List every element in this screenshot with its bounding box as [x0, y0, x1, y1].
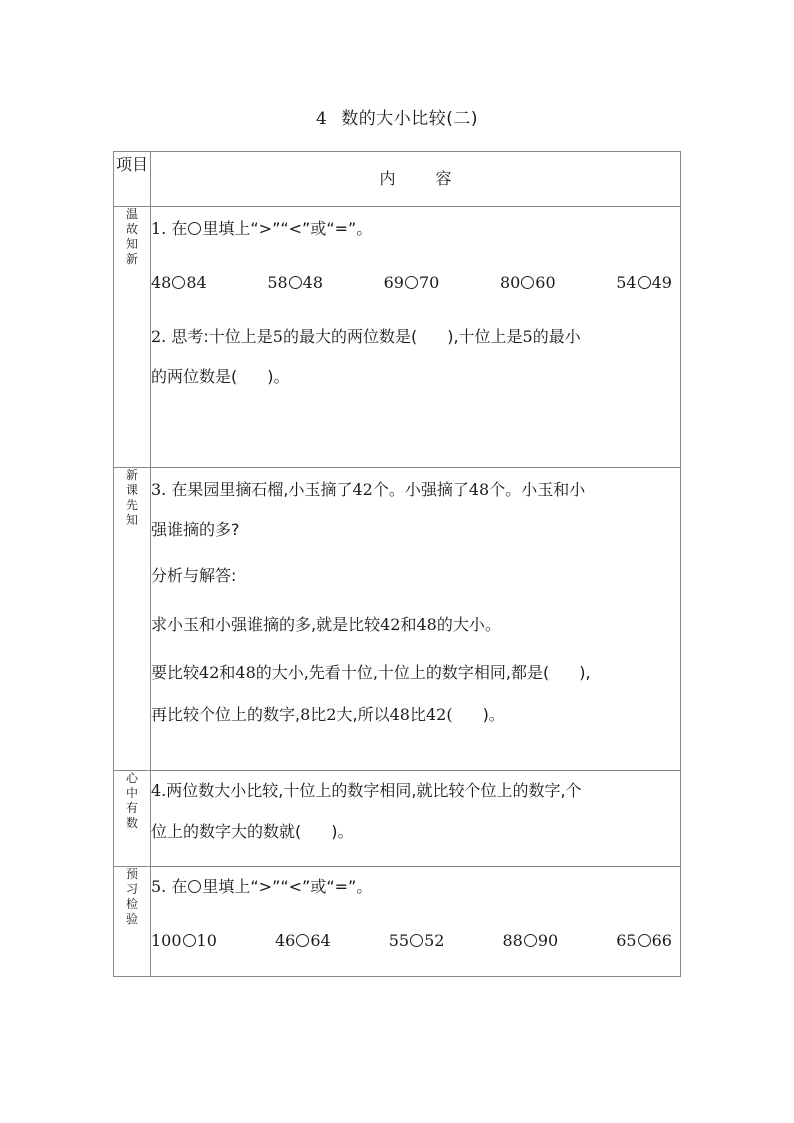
circle-icon [183, 934, 196, 947]
preview-section [114, 867, 681, 977]
circle-icon [638, 934, 651, 947]
analysis-text: 的大小。 [436, 615, 501, 634]
comparison-item[interactable] [275, 931, 331, 951]
summary-section [114, 771, 681, 867]
question-1-text-a: 在 [171, 219, 188, 238]
analysis-heading: 分析与解答: [151, 566, 237, 585]
worksheet-table [113, 151, 681, 977]
comparison-left: 88 [502, 931, 523, 950]
question-2-text: 的最小 [532, 327, 581, 346]
analysis-num: 48 [416, 615, 437, 634]
analysis-text: 和 [400, 615, 417, 634]
question-2-number: 2. [151, 327, 167, 346]
comparison-left: 69 [383, 273, 404, 292]
question-4-text: 位上的数字大的数就( [151, 822, 302, 841]
question-2-text: ),十位上是 [447, 327, 523, 346]
analysis-num: 2 [326, 705, 337, 724]
question-4-text: 两位数大小比较,十位上的数字相同,就比较个位上的数字,个 [166, 781, 582, 800]
question-3-num: 48 [468, 480, 490, 499]
question-5-comparisons [151, 931, 680, 951]
question-2-text: 思考:十位上是 [171, 327, 273, 346]
comparison-left: 55 [388, 931, 410, 950]
comparison-item[interactable] [616, 931, 672, 951]
circle-icon [289, 276, 302, 289]
comparison-right: 70 [418, 273, 440, 292]
lesson-title: 数的大小比较(二) [341, 109, 479, 129]
question-3-text: 个。小强摘了 [372, 480, 469, 499]
analysis-num: 42( [425, 705, 453, 724]
comparison-item[interactable] [616, 273, 672, 293]
circle-icon [638, 276, 651, 289]
question-1-number: 1. [151, 219, 167, 238]
question-5 [151, 877, 680, 897]
circle-icon [410, 934, 423, 947]
lesson-number: 4 [315, 109, 328, 129]
circle-icon [188, 222, 201, 235]
comparison-right: 60 [535, 273, 556, 292]
page-title [0, 104, 794, 129]
analysis-text: 比 [409, 705, 426, 724]
preview-content [151, 867, 681, 977]
analysis-num: 48 [235, 663, 256, 682]
question-3-num: 42 [352, 480, 373, 499]
comparison-right: 49 [651, 273, 672, 292]
comparison-item[interactable] [151, 931, 217, 951]
comparison-right: 90 [537, 931, 559, 950]
comparison-item[interactable] [151, 273, 207, 293]
comparison-right: 52 [424, 931, 445, 950]
comparison-left: 100 [151, 931, 182, 950]
comparison-left: 48 [151, 273, 172, 292]
newlesson-label: 新课先知 [126, 468, 139, 527]
comparison-right: 84 [186, 273, 207, 292]
summary-content [151, 771, 681, 867]
question-5-text-b: 里填上“>”“<”或“=”。 [202, 877, 373, 896]
analysis-text: ), [579, 663, 591, 682]
analysis-line-2 [151, 663, 680, 683]
comparison-item[interactable] [267, 273, 323, 293]
review-side [114, 207, 151, 468]
question-4-text: )。 [331, 822, 354, 841]
question-3-text: 个。小玉和小 [489, 480, 586, 499]
header-item-label: 项目 [114, 152, 151, 207]
question-4-line-1 [151, 781, 680, 801]
comparison-right: 64 [310, 931, 331, 950]
comparison-item[interactable] [500, 273, 556, 293]
analysis-text: 要比较 [151, 663, 200, 682]
comparison-right: 66 [651, 931, 672, 950]
question-3-number: 3. [151, 480, 167, 499]
analysis-num: 42 [199, 663, 220, 682]
comparison-right: 48 [302, 273, 324, 292]
circle-icon [296, 934, 309, 947]
question-2-num: 5 [272, 327, 283, 346]
preview-label: 预习检验 [126, 867, 139, 926]
comparison-item[interactable] [502, 931, 558, 951]
review-section [114, 207, 681, 468]
analysis-text: 比 [310, 705, 327, 724]
analysis-num: 48 [389, 705, 410, 724]
circle-icon [405, 276, 418, 289]
circle-icon [188, 880, 201, 893]
question-2-line-1 [151, 327, 680, 347]
summary-label: 心中有数 [126, 771, 139, 830]
summary-side [114, 771, 151, 867]
circle-icon [524, 934, 537, 947]
header-content-label [151, 152, 681, 207]
comparison-item[interactable] [384, 273, 440, 293]
question-2-line-2 [151, 367, 680, 387]
review-content [151, 207, 681, 468]
newlesson-content [151, 468, 681, 771]
header-content-char-2: 容 [435, 169, 452, 188]
question-3-line-2: 强谁摘的多? [151, 520, 240, 539]
analysis-num: 8 [300, 705, 311, 724]
comparison-item[interactable] [389, 931, 445, 951]
comparison-left: 54 [616, 273, 637, 292]
question-1 [151, 219, 680, 239]
analysis-text: )。 [482, 705, 505, 724]
question-2-text: 的两位数是( [151, 367, 238, 386]
question-4-line-2 [151, 822, 680, 842]
question-4-number: 4. [151, 781, 167, 800]
comparison-left: 46 [274, 931, 296, 950]
circle-icon [521, 276, 534, 289]
analysis-line-3 [151, 705, 680, 725]
analysis-text: 的大小,先看十位,十位上的数字相同,都是( [255, 663, 550, 682]
comparison-left: 65 [616, 931, 637, 950]
question-3-text: 在果园里摘石榴,小玉摘了 [171, 480, 353, 499]
question-2-text: )。 [267, 367, 290, 386]
analysis-text: 大,所以 [336, 705, 390, 724]
circle-icon [172, 276, 185, 289]
analysis-line-1 [151, 615, 680, 635]
header-row [114, 152, 681, 207]
analysis-num: 42 [380, 615, 401, 634]
question-2-text: 的最大的两位数是( [282, 327, 418, 346]
question-1-comparisons [151, 273, 680, 293]
newlesson-side [114, 468, 151, 771]
comparison-right: 10 [196, 931, 217, 950]
preview-side [114, 867, 151, 977]
newlesson-section [114, 468, 681, 771]
analysis-text: 求小玉和小强谁摘的多,就是比较 [151, 615, 381, 634]
question-2-num: 5 [522, 327, 533, 346]
question-5-number: 5. [151, 877, 167, 896]
analysis-text: 再比较个位上的数字, [151, 705, 301, 724]
analysis-text: 和 [219, 663, 236, 682]
review-label: 温故知新 [126, 207, 139, 266]
header-content-char-1: 内 [379, 169, 396, 188]
question-3-line-1 [151, 480, 680, 500]
comparison-left: 58 [267, 273, 288, 292]
question-5-text-a: 在 [171, 877, 188, 896]
comparison-left: 80 [499, 273, 521, 292]
question-1-text-b: 里填上“>”“<”或“=”。 [202, 219, 373, 238]
